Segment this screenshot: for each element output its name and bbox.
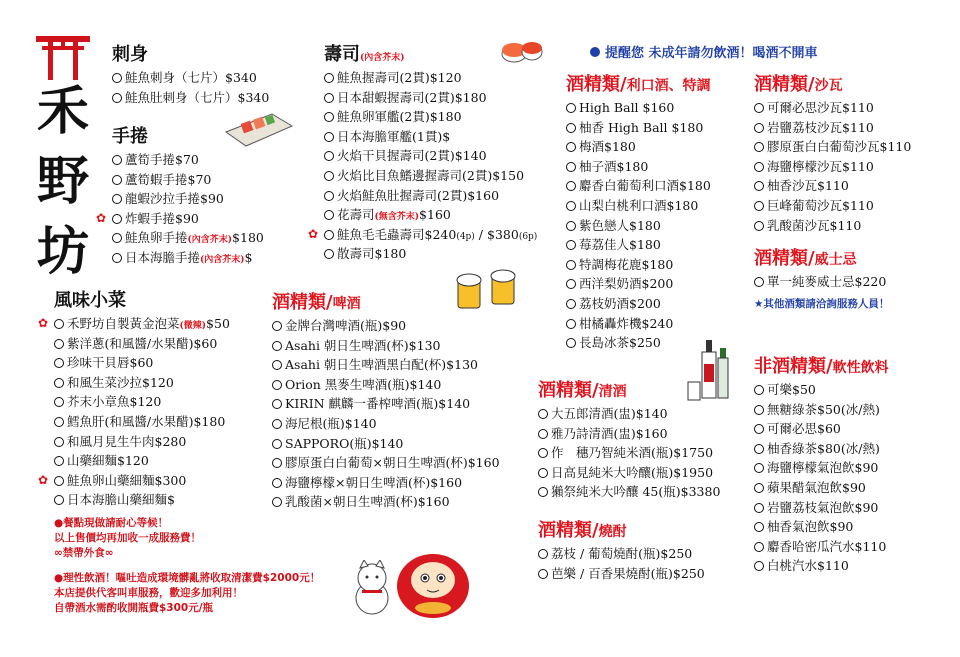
sushi-section: [308, 40, 538, 264]
menu-item: 岩鹽荔枝沙瓦$110: [754, 118, 911, 138]
menu-item: 柚香綠茶$80(冰/熱): [754, 439, 889, 459]
menu-item: 蘋果醋氣泡飲$90: [754, 478, 889, 498]
menu-item: 海鹽檸檬沙瓦$110: [754, 157, 911, 177]
snacks-title: 風味小菜: [54, 290, 126, 311]
handroll-title: 手捲: [112, 126, 148, 147]
torii-gate-icon: [34, 34, 92, 80]
menu-item: ✿ 炸蝦手捲$90: [96, 210, 199, 226]
menu-item: KIRIN 麒麟一番榨啤酒(瓶)$140: [272, 394, 500, 414]
menu-item: 鮭魚卵軍艦(2貫)$180: [324, 107, 537, 127]
soft-drinks-title: 非酒精類/軟性飲料: [754, 356, 889, 377]
menu-item: 散壽司$180: [324, 244, 537, 264]
menu-item: ✿ 鮭魚卵山藥細麵$300: [38, 472, 187, 488]
beer-section: [272, 288, 500, 512]
menu-item: 可爾必思$60: [754, 419, 889, 439]
shochu-title: 酒精類/燒酎: [538, 520, 627, 541]
sushi-title: 壽司: [324, 44, 360, 65]
menu-item: 荔枝奶酒$200: [566, 294, 711, 314]
beer-title: 酒精類/啤酒: [272, 292, 361, 313]
menu-item: 紫洋蔥(和風醬/水果醋)$60: [54, 334, 230, 354]
liqueur-section: [566, 70, 711, 353]
menu-item: 芭樂 / 百香果燒酎(瓶)$250: [538, 564, 705, 584]
menu-item: 海鹽檸檬×朝日生啤酒(杯)$160: [272, 473, 500, 493]
lucky-cat-icon: [350, 560, 394, 616]
menu-item: 梅酒$180: [566, 137, 711, 157]
menu-item: 柚香氣泡飲$90: [754, 517, 889, 537]
sushi-title-tag: (內含芥末): [360, 53, 405, 63]
menu-item: 單一純麥威士忌$220: [754, 272, 889, 292]
menu-item: 蘆筍手捲$70: [112, 150, 264, 170]
shochu-section: [538, 516, 705, 583]
menu-item: 柑橘轟炸機$240: [566, 314, 711, 334]
menu-item: Asahi 朝日生啤酒黑白配(杯)$130: [272, 355, 500, 375]
menu-item: 日本海膽山藥細麵$: [54, 490, 230, 510]
menu-item: 巨峰葡萄沙瓦$110: [754, 196, 911, 216]
menu-item: ✿ 鮭魚毛毛蟲壽司$240(4p) / $380(6p): [308, 226, 538, 242]
menu-item: 鮭魚握壽司(2貫)$120: [324, 68, 537, 88]
menu-item: 山梨白桃利口酒$180: [566, 196, 711, 216]
sake-bottle-icon: [686, 338, 734, 404]
menu-item: 乳酸菌×朝日生啤酒(杯)$160: [272, 492, 500, 512]
menu-item: SAPPORO(瓶)$140: [272, 434, 500, 454]
menu-item: 雅乃詩清酒(盅)$160: [538, 424, 720, 444]
menu-item: 西洋梨奶酒$200: [566, 274, 711, 294]
sashimi-section: [112, 40, 269, 107]
flower-icon: ✿: [38, 316, 49, 330]
menu-item: 大五郎清酒(盅)$140: [538, 404, 720, 424]
menu-item: 火焰比目魚鰭邊握壽司(2貫)$150: [324, 166, 537, 186]
footer-note: 自帶酒水需酌收開瓶費$300元/瓶: [54, 602, 214, 614]
menu-item: 金牌台灣啤酒(瓶)$90: [272, 316, 500, 336]
sushi-icon: [500, 36, 544, 66]
flower-icon: ✿: [38, 472, 49, 487]
menu-item: 可樂$50: [754, 380, 889, 400]
menu-item: 柚子酒$180: [566, 157, 711, 177]
smiley-icon: [590, 47, 600, 57]
menu-item: 膠原蛋白白葡萄×朝日生啤酒(杯)$160: [272, 453, 500, 473]
menu-item: 海尼根(瓶)$140: [272, 414, 500, 434]
menu-item: 鱈魚肝(和風醬/水果醋)$180: [54, 412, 230, 432]
menu-item: 麝香哈密瓜汽水$110: [754, 537, 889, 557]
menu-item: 龍蝦沙拉手捲$90: [112, 189, 264, 209]
menu-item: 鮭魚肚刺身（七片）$340: [112, 88, 269, 108]
footer-notes: [54, 516, 320, 616]
whisky-title: 酒精類/威士忌: [754, 248, 857, 269]
menu-item: 乳酸菌沙瓦$110: [754, 216, 911, 236]
menu-item: 日本海膽軍艦(1貫)$: [324, 127, 537, 147]
whisky-note: ★其他酒類請洽詢服務人員！: [754, 297, 890, 310]
menu-item: 鮭魚刺身（七片）$340: [112, 68, 269, 88]
footer-note: ●理性飲酒！嘔吐造成環境髒亂將收取清潔費$2000元！: [54, 572, 321, 584]
footer-note: ●餐點現做請耐心等候！: [54, 517, 169, 529]
menu-item: 長島冰茶$250: [566, 333, 711, 353]
menu-item: 紫色戀人$180: [566, 216, 711, 236]
menu-item: High Ball $160: [566, 98, 711, 118]
menu-item: 蘆筍蝦手捲$70: [112, 170, 264, 190]
footer-note: 以上售價均再加收一成服務費！: [54, 532, 201, 544]
menu-item: 麝香白葡萄利口酒$180: [566, 176, 711, 196]
flower-icon: ✿: [308, 226, 319, 241]
footer-note: ∞禁帶外食∞: [54, 547, 114, 559]
logo-char-2: 野: [36, 151, 89, 212]
menu-item: 和風生菜沙拉$120: [54, 373, 230, 393]
liqueur-title: 酒精類/利口酒、特調: [566, 74, 711, 95]
logo-char-3: 坊: [36, 221, 89, 282]
footer-note: 本店提供代客叫車服務，歡迎多加利用！: [54, 587, 243, 599]
menu-item: 芥末小章魚$120: [54, 392, 230, 412]
menu-item: Orion 黑麥生啤酒(瓶)$140: [272, 375, 500, 395]
flower-icon: ✿: [96, 210, 107, 225]
top-notice: 提醒您 未成年請勿飲酒！喝酒不開車: [590, 42, 818, 61]
menu-item: 作 穗乃智純米酒(瓶)$1750: [538, 443, 720, 463]
menu-item: 山藥細麵$120: [54, 451, 230, 471]
sake-title: 酒精類/清酒: [538, 380, 627, 401]
menu-item: 柚香 High Ball $180: [566, 118, 711, 138]
menu-item: 火焰鮭魚肚握壽司(2貫)$160: [324, 186, 537, 206]
daruma-icon: [394, 546, 472, 620]
menu-item: 日本甜蝦握壽司(2貫)$180: [324, 88, 537, 108]
menu-item: 無糖綠茶$50(冰/熱): [754, 400, 889, 420]
sour-title: 酒精類/沙瓦: [754, 74, 843, 95]
menu-item: 白桃汽水$110: [754, 556, 889, 576]
sashimi-title: 刺身: [112, 44, 148, 65]
menu-item: 獺祭純米大吟釀 45(瓶)$3380: [538, 482, 720, 502]
snacks-section: [38, 286, 230, 510]
menu-item: 鮭魚卵手捲(內含芥末)$180: [112, 228, 264, 248]
menu-item: 柚香沙瓦$110: [754, 176, 911, 196]
menu-item: 火焰干貝握壽司(2貫)$140: [324, 146, 537, 166]
menu-item: Asahi 朝日生啤酒(杯)$130: [272, 336, 500, 356]
menu-item: 膠原蛋白白葡萄沙瓦$110: [754, 137, 911, 157]
logo-char-1: 禾: [36, 81, 89, 142]
beer-mugs-icon: [452, 266, 522, 314]
menu-item: 莓荔佳人$180: [566, 235, 711, 255]
menu-item: 可爾必思沙瓦$110: [754, 98, 911, 118]
menu-item: 荔枝 / 葡萄燒酎(瓶)$250: [538, 544, 705, 564]
menu-item: 和風月見生牛肉$280: [54, 432, 230, 452]
menu-item: 珍味干貝唇$60: [54, 353, 230, 373]
menu-item: 日本海膽手捲(內含芥末)$: [112, 248, 264, 268]
menu-item: 日高見純米大吟釀(瓶)$1950: [538, 463, 720, 483]
menu-item: 特調梅花鹿$180: [566, 255, 711, 275]
menu-item: 岩鹽荔枝氣泡飲$90: [754, 498, 889, 518]
menu-item: 海鹽檸檬氣泡飲$90: [754, 458, 889, 478]
menu-item: ✿ 禾野坊自製黃金泡菜(微辣)$50: [38, 316, 230, 331]
handroll-section: [96, 122, 264, 268]
soft-drinks-section: [754, 352, 889, 576]
whisky-section: [754, 244, 889, 311]
restaurant-logo: [28, 34, 98, 282]
sour-section: [754, 70, 911, 235]
menu-item: 花壽司(無含芥末)$160: [324, 205, 537, 225]
